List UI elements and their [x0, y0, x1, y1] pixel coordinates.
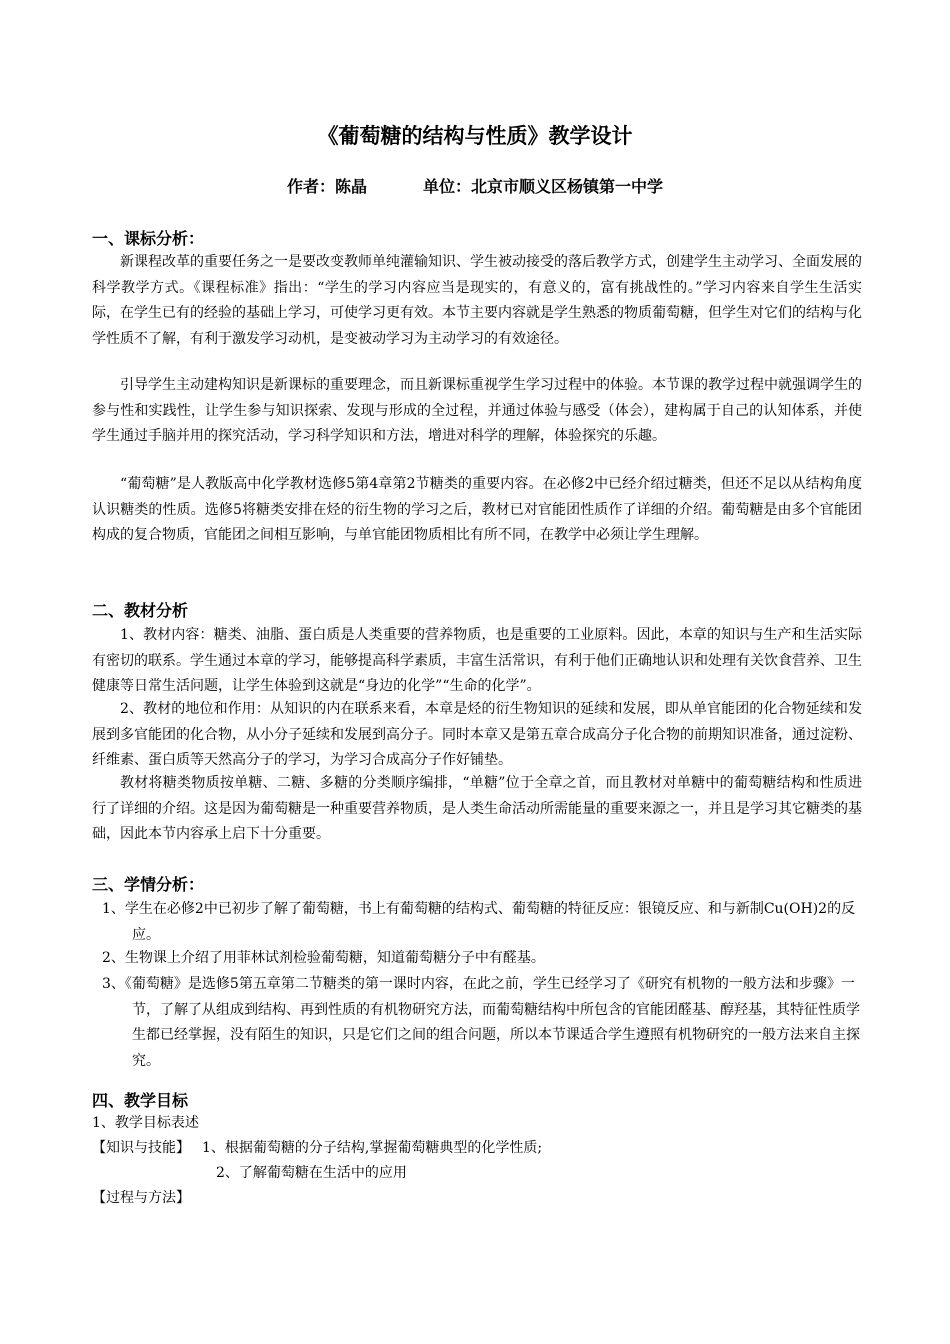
- list-item: [92, 897, 862, 948]
- process-method-label: 【过程与方法】: [92, 1190, 190, 1206]
- paragraph: 1、教材内容：糖类、油脂、蛋白质是人类重要的营养物质，也是重要的工业原料。因此，本章的知识与生产和生活实际有密切的联系。学生通过本章的学习，能够提高科学素质，丰富生活常识，有利于他们正确地认识和处理有关饮食营养、卫生健康等日常生活问题，让学生体验到这就是“身边的化学”“生命的化学”。: [92, 627, 862, 694]
- author-unit: 单位：北京市顺义区杨镇第一中学: [423, 177, 664, 196]
- section-heading-students: 三、学情分析：: [92, 875, 205, 894]
- list-number: 3、: [102, 976, 125, 992]
- section-heading-curriculum: 一、课标分析：: [92, 229, 205, 248]
- list-text: 《葡萄糖》是选修5第五章第二节糖类的第一课时内容，在此之前，学生已经学习了《研究有机物的一般方法和步骤》一节，了解了从组成到结构、再到性质的有机物研究方法，而葡萄糖结构中所包含的官能团醛基、醇羟基，其特征性质学生都已经掌握，没有陌生的知识，只是它们之间的组合问题，所以本节课适合学生遵照有机物研究的一般方法来自主探究。: [124, 976, 860, 1069]
- paragraph: 教材将糖类物质按单糖、二糖、多糖的分类顺序编排，“单糖”位于全章之首，而且教材对单糖中的葡萄糖结构和性质进行了详细的介绍。这是因为葡萄糖是一种重要营养物质，是人类生命活动所需能量的重要来源之一，并且是学习其它糖类的基础，因此本节内容承上启下十分重要。: [92, 775, 862, 842]
- list-number: 1、: [102, 901, 125, 917]
- author-line: [0, 174, 950, 197]
- knowledge-item: 2、了解葡萄糖在生活中的应用: [216, 1165, 407, 1181]
- paragraph: 2、教材的地位和作用：从知识的内在联系来看，本章是烃的衍生物知识的延续和发展，即从单官能团的化合物延续和发展到多官能团的化合物，从小分子延续和发展到高分子。同时本章又是第五章合成高分子化合物的前期知识准备，通过淀粉、纤维素、蛋白质等天然高分子的学习，为学习合成高分子作好铺垫。: [92, 701, 862, 768]
- list-item: [92, 946, 862, 972]
- document-title: 《葡萄糖的结构与性质》教学设计: [317, 124, 633, 148]
- knowledge-skills-row: [92, 1136, 542, 1161]
- section-heading-textbook: 二、教材分析: [92, 601, 189, 620]
- list-text: 生物课上介绍了用菲林试剂检验葡萄糖，知道葡萄糖分子中有醛基。: [124, 950, 545, 966]
- list-number: 2、: [102, 950, 125, 966]
- objectives-subheading: 1、教学目标表述: [92, 1115, 199, 1131]
- knowledge-skills-label: 【知识与技能】: [92, 1140, 190, 1156]
- paragraph: “葡萄糖”是人教版高中化学教材选修5第4章第2节糖类的重要内容。在必修2中已经介绍过糖类，但还不足以从结构角度认识糖类的性质。选修5将糖类安排在烃的衍生物的学习之后，教材已对官能团性质作了详细的介绍。葡萄糖是由多个官能团构成的复合物质，官能团之间相互影响，与单官能团物质相比有所不同，在教学中必须让学生理解。: [92, 476, 862, 543]
- section-heading-objectives: 四、教学目标: [92, 1091, 189, 1110]
- knowledge-item: 1、根据葡萄糖的分子结构,掌握葡萄糖典型的化学性质;: [202, 1140, 543, 1156]
- list-text: 学生在必修2中已初步了解了葡萄糖，书上有葡萄糖的结构式、葡萄糖的特征反应：银镜反应、和与新制Cu(OH)2的反应。: [124, 901, 856, 943]
- paragraph: 新课程改革的重要任务之一是要改变教师单纯灌输知识、学生被动接受的落后教学方式，创建学生主动学习、全面发展的科学教学方式。《课程标准》指出：“学生的学习内容应当是现实的，有意义的，富有挑战性的。”学习内容来自学生生活实际，在学生已有的经验的基础上学习，可使学习更有效。本节主要内容就是学生熟悉的物质葡萄糖，但学生对它们的结构与化学性质不了解，有利于激发学习动机，是变被动学习为主动学习的有效途径。: [92, 254, 862, 347]
- list-item: [92, 972, 862, 1074]
- paragraph: 引导学生主动建构知识是新课标的重要理念，而且新课标重视学生学习过程中的体验。本节课的教学过程中就强调学生的参与性和实践性，让学生参与知识探索、发现与形成的全过程，并通过体验与感受（体会），建构属于自己的认知体系，并使学生通过手脑并用的探究活动，学习科学知识和方法，增进对科学的理解，体验探究的乐趣。: [92, 377, 862, 444]
- author-name: 作者：陈晶: [286, 177, 367, 196]
